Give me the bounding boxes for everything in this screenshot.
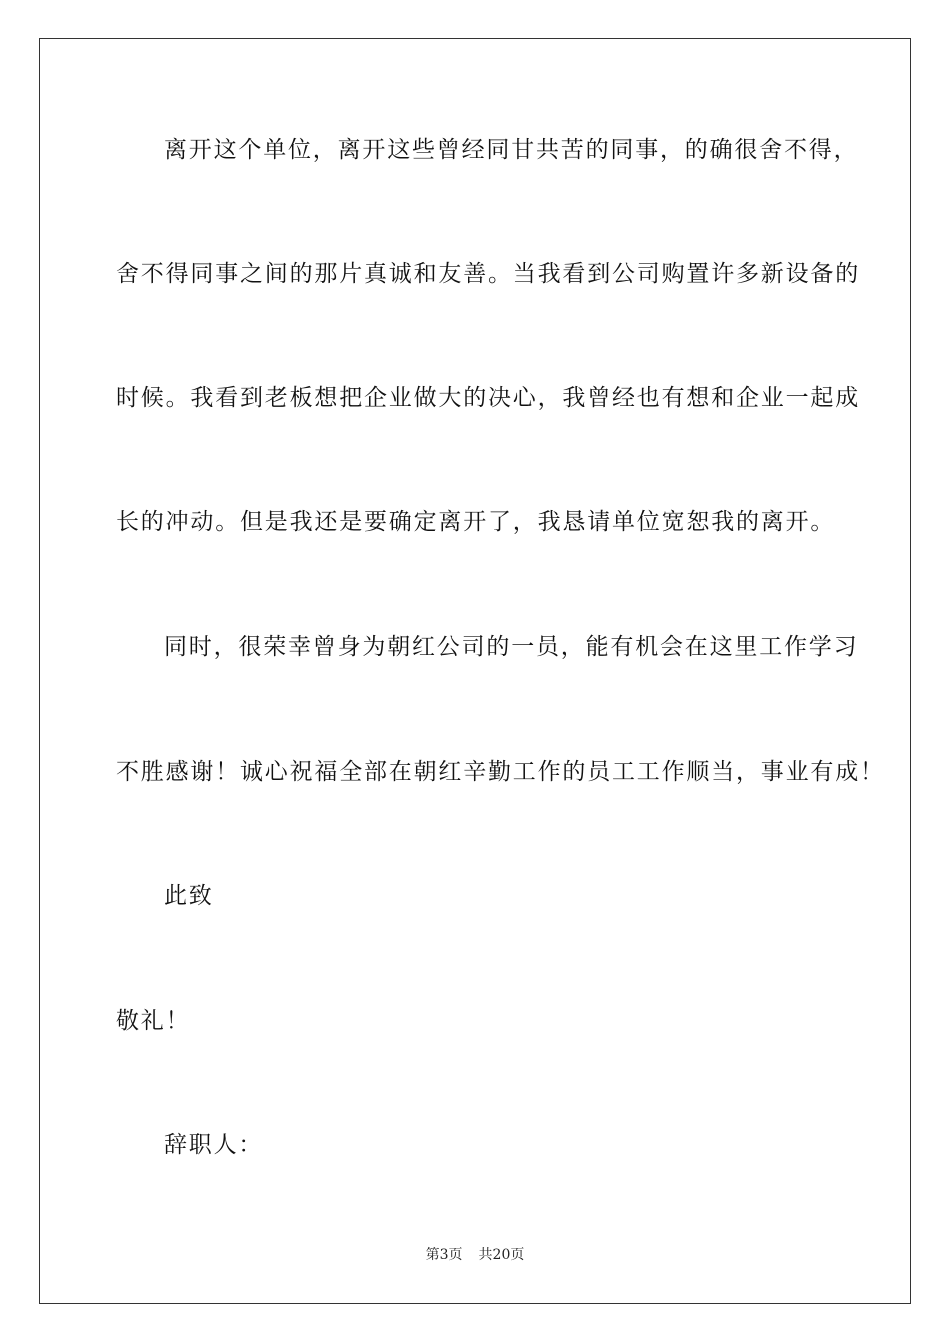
- paragraph-1-line-3: 时候。我看到老板想把企业做大的决心，我曾经也有想和企业一起成: [116, 385, 860, 411]
- page-border: [39, 38, 911, 1304]
- paragraph-1-line-4: 长的冲动。但是我还是要确定离开了，我恳请单位宽恕我的离开。: [116, 509, 836, 535]
- page-footer: [0, 1245, 950, 1265]
- paragraph-1-line-1: 离开这个单位，离开这些曾经同甘共苦的同事，的确很舍不得，: [164, 137, 859, 163]
- closing: 此致: [164, 883, 214, 909]
- page-current: 第3页: [425, 1247, 463, 1263]
- signature-label: 辞职人：: [164, 1132, 264, 1158]
- page-total: 共20页: [478, 1247, 525, 1263]
- paragraph-2-line-2: 不胜感谢！诚心祝福全部在朝红辛勤工作的员工工作顺当，事业有成！: [116, 759, 885, 785]
- paragraph-2-line-1: 同时，很荣幸曾身为朝红公司的一员，能有机会在这里工作学习: [164, 634, 859, 660]
- paragraph-1-line-2: 舍不得同事之间的那片真诚和友善。当我看到公司购置许多新设备的: [116, 261, 860, 287]
- salutation: 敬礼！: [116, 1008, 191, 1034]
